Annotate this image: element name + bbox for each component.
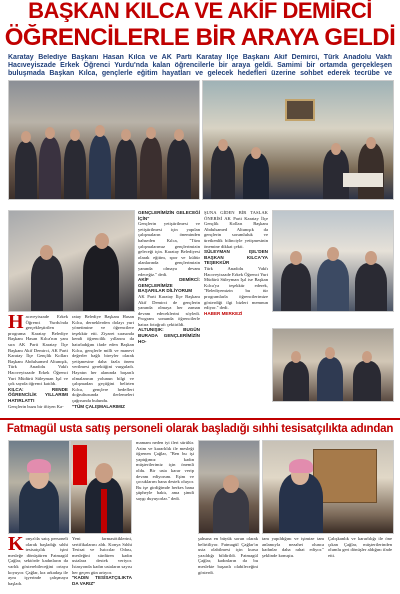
- photo-fatmagul-portrait: [8, 440, 70, 534]
- article2-col6-text: Çalışkanlık ve kararlılığı ile öne çıkan Çağlar, müşterilerinden olumlu geri dönüşler aldığını ifade etti.: [328, 536, 392, 558]
- article2-col2-text: Yeni farmasötiklerini, sertifikalarını aldı. Konya Sıhhi Tesisat ve Isıtıcılar Odası, mesleğini sürdüren kadın ustalara destek veriyor. İstasyonda kadın ustaların sayısı her geçen gün artıyor.: [72, 536, 132, 575]
- photo-students: [272, 328, 394, 402]
- article2-col2-subheading: "KADIN TESİSATÇILIKTA DA VARIZ": [72, 575, 132, 586]
- article2-column-2: [72, 536, 132, 592]
- article1-col2-text: ratay Belediye Başkanı Hasan Kılca, derneklerden dolayı yurt yönetimine ve öğrencilere teşekkür etti. Ziyaret sırasında kendi öğrencilik yıllarını da hatırladığını ifade eden Başkan Kılca, gençlerle milli ve manevi değerler bağlı bireyler olarak yetişmesine daha fazla önem verilmesi gerektiğini vurguladı. Hayatın her alanında başarılı olmalarının yolunun bilgi ve çalışmadan geçtiğini belirten Kılca, gençlere hedefleri doğrultusunda ilerlemeleri çağrısında bulundu.: [72, 314, 134, 403]
- headline-line-1: BAŞKAN KILCA VE AKİF DEMİRCİ: [0, 0, 400, 22]
- article1-col3-subheading-2: AKİF DEMİRCİ: GENÇLERİMİZE BAŞARILAR DİLİYORUM: [138, 277, 200, 294]
- article1-col1-after: Gençlerin buzu bir iftiyen Ka-: [8, 403, 64, 409]
- article1-col3-text-2: AK Parti Karatay İlçe Başkanı Akif Demirci de gençlerin yanında olmaya her zaman devam edeceklerini söyledi. Program sonunda öğrencilerle hatıra fotoğrafı çektirildi.: [138, 293, 200, 327]
- article2-dropcap: K: [8, 536, 24, 555]
- photo-group: [8, 80, 200, 200]
- article1-col1-subheading: KILCA: RENDE ÖĞRENCİLİK YILLARIMI HATIRLATTI: [8, 386, 68, 403]
- article2-col4-text: şahsına en büyük sorun olarak belirtiliyor. Fatmagül Çağlar'ın usta olabilmesi için kursa yazıldığı bildirildi. Fatmagül Çağlar, kadınların da bu meslekte başarılı olabileceğini gösterdi.: [198, 536, 258, 575]
- article1-col1-text: acıveyiszade Erkek Öğrenci Yurdu'nda gerçekleştirilen programa Karatay Belediye Başkanı Hasan Kılca'nın yanı sıra AK Parti Karatay İlçe Başkanı Akif Demirci, AK Parti Karatay İlçe Gençlik Kolları Başkanı Abdulsamed Altunışık, Türk Anadolu Vakfı Hacıveyiszade Erkek Öğrenci Yurt Müdürü Süleyman Işıl ve çok sayıda öğrenci katıldı.: [8, 314, 68, 387]
- photo-speaker: [8, 210, 135, 312]
- article2-headline: Fatmagül usta satış personeli olarak başladığı sıhhi tesisatçılıkta adından: [0, 418, 400, 438]
- article2-column-6: [328, 536, 392, 592]
- article1-col4-subheading: SÜLEYMAN IŞIL'DEN BAŞKAN KILCA'YA TEŞEKKÜR: [204, 249, 268, 266]
- dropcap: H: [8, 314, 24, 333]
- article1-column-4: [204, 210, 268, 414]
- article1-col3-subheading-1: GENÇLERİMİZİN GELECEĞİ İÇİN": [138, 210, 200, 221]
- article1-col3-text-1: Gençlerin yetiştirilmesi ve yetiştirilmesi için yapılan çalışmaların öneminden bahseden Kılca, "Tüm çalışmalarımız gençlerimizin geleceği için. Karatay Belediyesi olarak eğitim, spor ve kültür alanlarında gençlerimizin yanında olmaya devam edeceğiz." dedi.: [138, 221, 200, 277]
- article2-column-1: [8, 536, 68, 592]
- article2-col3-text: mamam neden iyi ileri sürülür. Azim ve kararlılık ile mesleği öğrenen Çağlar, "Ben bu işi yaptığımız kadın müşterilerimiz için önemli oldu. Bir usta karar verip devam ediyorum. Eşim ve çocuklarım bana destek oluyor. Bu işe girdiğimde herkes bana şüpheyle baktı, ama şimdi saygı duyuyorlar." dedi.: [136, 440, 194, 501]
- headline-line-2: ÖĞRENCİLERLE BİR ARAYA GELDİ: [4, 24, 396, 51]
- article2-col1-text: onya'da satış personeli olarak başladığı sıhhi tesisatçılık işini mesleğe dönüştüren Fatmagül Çağlar, sektörde kadınların da varlık gösterebileceğini ortaya koyuyor. Çağlar, kız arkadaşı ile aynı işyerinde çalışmaya başladı.: [8, 536, 68, 586]
- article1-byline: HABER MERKEZİ: [204, 310, 243, 316]
- article1-column-1: [8, 314, 68, 414]
- photo-fatmagul-working: [262, 440, 394, 534]
- article2-column-3: [136, 440, 194, 592]
- photo-workshop: [198, 440, 260, 534]
- photo-meeting: [202, 80, 394, 200]
- article1-column-2: [72, 314, 134, 414]
- article1-column-3: [138, 210, 200, 414]
- article-lead: Karatay Belediye Başkanı Hasan Kılca ve AK Parti Karatay İlçe Başkanı Akif Demirci, Türk Anadolu Vakfı Hacıveyiszade Erkek Öğrenci Yurdu'nda kalan öğrencilerle bir araya geldi. Samimi bir ortamda gerçekleşen buluşmada Başkan Kılca, gençlerle eğitim hayatları ve gelecek hedefleri üzerine sohbet ederek tecrübe ve: [8, 54, 392, 77]
- article2-col5-text: tam yapıldığını ve işimize tam anlamıyla nezahet olunca kadınlar daha rahat ediyor." şeklinde konuştu.: [262, 536, 324, 558]
- article2-column-5: [262, 536, 324, 592]
- article1-col4-text-2: Türk Anadolu Vakfı Hacıveyiszade Erkek Öğrenci Yurt Müdürü Süleyman Işıl ise Başkan Kılca'ya teşekkür ederek, "Belediyemizin bu tür programlarla öğrencilerimize gösterdiği ilgi bizleri memnun ediyor." dedi.: [204, 265, 268, 311]
- article1-col2-subheading: "TÜM ÇALIŞMALARIMIZ: [72, 403, 125, 409]
- photo-official: [70, 440, 132, 534]
- photo-audience: [272, 210, 394, 312]
- article2-column-4: [198, 536, 258, 592]
- article1-col4-text-1: ŞUNA GİDEN BİR TASLAK ÖNERİSİ AK Parti Karatay İlçe Gençlik Kolları Başkanı Abdulsamed Altunışık da gençlerin sorumluluk ve üretkenlik bilinciyle yetişmesinin önemine dikkat çekti.: [204, 210, 268, 249]
- article1-col3-subheading-3: ALTUNIŞIK: BUGÜN BURADA GENÇLERİMİZİN HO-: [138, 327, 200, 344]
